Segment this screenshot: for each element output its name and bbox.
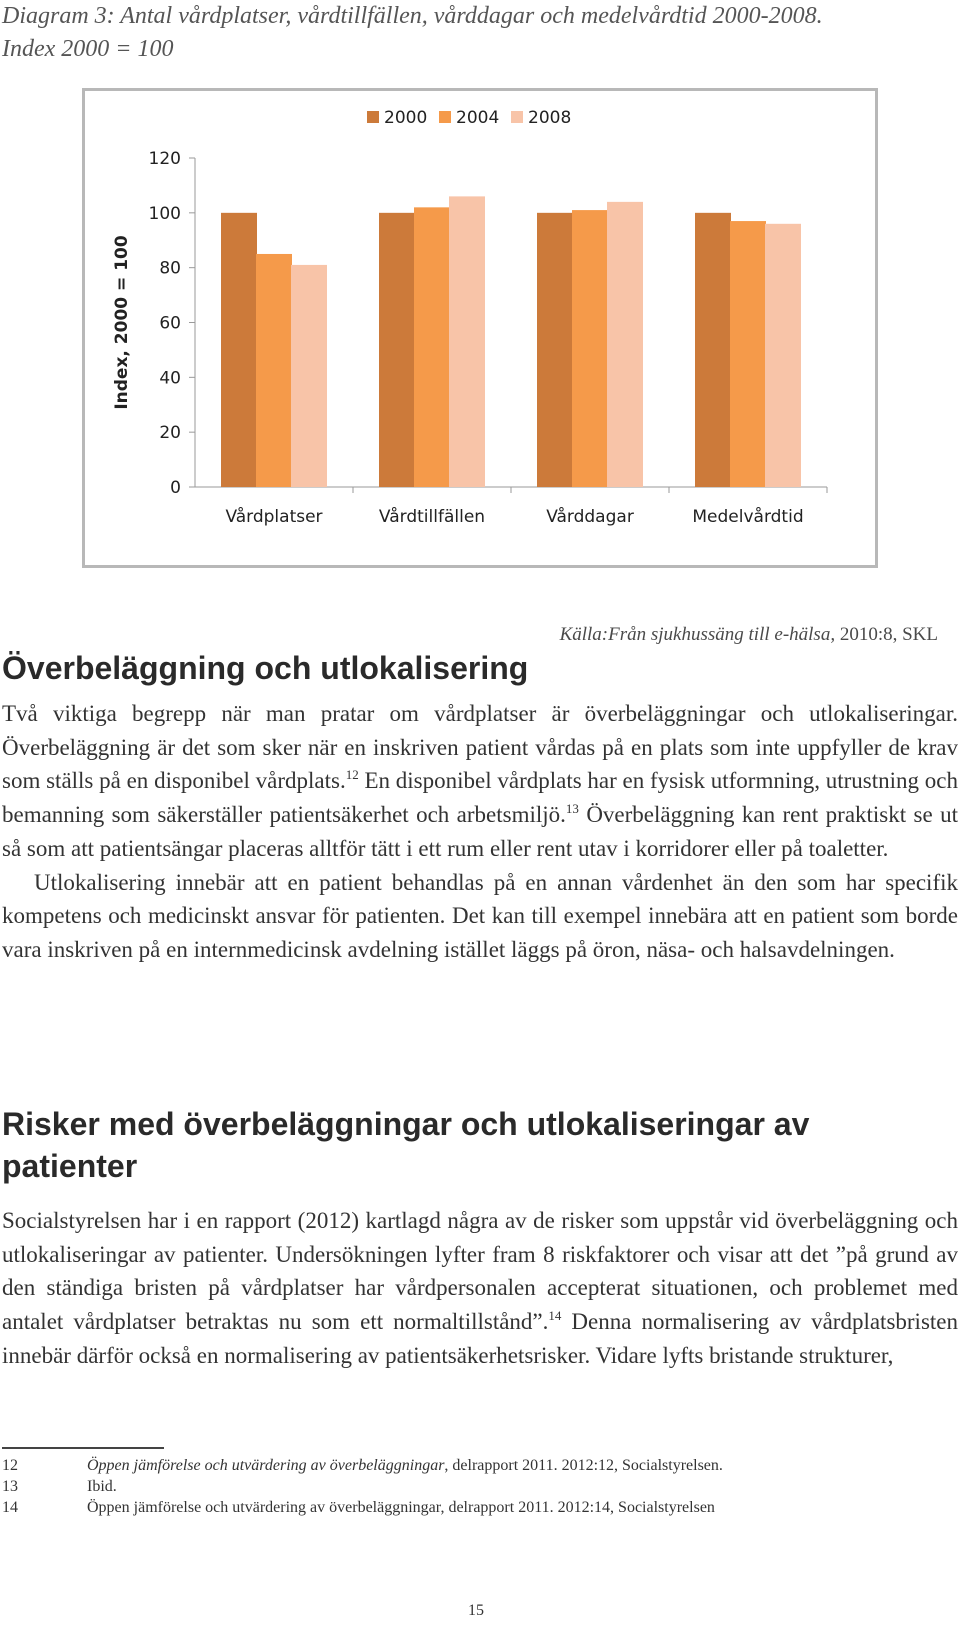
source-title: Källa:Från sjukhussäng till e-hälsa, [559, 624, 836, 645]
y-tick-label: 20 [159, 423, 181, 444]
body-text-section-2 [2, 1204, 958, 1373]
bar-2004-1 [414, 207, 450, 487]
footnote-text: Öppen jämförelse och utvärdering av överbeläggningar, delrapport 2011. 2012:14, Socialstyrelsen [87, 1499, 715, 1516]
footnote-divider [2, 1447, 164, 1449]
y-tick-label: 100 [148, 203, 181, 224]
bar-2000-1 [379, 213, 415, 487]
footnote-ref-14: 14 [548, 1308, 562, 1324]
y-tick-label: 0 [170, 478, 181, 498]
paragraph-1a: Två viktiga begrepp när man pratar om vårdplatser är överbeläggningar och utlokaliseringar. Överbeläggning är det som sker när en inskriven patient vårdas på en plats som inte uppfyller de krav som ställs på en disponibel vårdplats. [2, 701, 958, 794]
bar-2008-3 [765, 224, 801, 487]
paragraph-3b: Denna normalisering av vårdplatsbristen innebär därför också en normalisering av patientsäkerhetsrisker. Vidare lyfts bristande strukturer, [2, 1309, 958, 1368]
legend-swatch-2008 [511, 111, 523, 123]
paragraph-1c: Överbeläggning kan rent praktiskt se ut så som att patientsängar placeras alltför tätt i ett rum eller rent utav i korridorer eller på toaletter. [2, 802, 958, 861]
bar-2008-2 [607, 202, 643, 487]
section-heading-overbelaggning: Överbeläggning och utlokalisering [2, 650, 529, 686]
legend-swatch-2000 [367, 111, 379, 123]
x-tick-label: Vårdplatser [225, 507, 323, 527]
figure-caption [2, 0, 942, 66]
paragraph-3a: Socialstyrelsen har i en rapport (2012) kartlagd några av de risker som uppstår vid överbeläggning och utlokaliseringar av patienter. Undersökningen lyfter fram 8 riskfaktorer och visar att det ”på grund av den ständiga bristen på vårdplatser har vårdpersonalen accepterat situationen, och problemet med antalet vårdplatser betraktas nu som ett normaltillstånd”. [2, 1208, 958, 1335]
footnote-ref-13: 13 [565, 801, 579, 817]
y-axis-title: Index, 2000 = 100 [112, 235, 132, 410]
bar-2004-0 [256, 254, 292, 487]
bar-2008-0 [291, 265, 327, 487]
bar-2000-3 [695, 213, 731, 487]
footnote-number: 14 [2, 1499, 18, 1516]
x-tick-label: Vårdtillfällen [378, 507, 486, 527]
footnote-number: 13 [2, 1478, 18, 1495]
y-tick-label: 60 [159, 313, 181, 334]
bar-chart-svg [85, 91, 875, 565]
bar-2004-2 [572, 210, 608, 487]
legend-swatch-2004 [439, 111, 451, 123]
legend-label-2008: 2008 [528, 108, 572, 128]
footnote-ref: , delrapport 2011. 2012:12, Socialstyrelsen. [444, 1457, 723, 1474]
body-text-section-1 [2, 697, 958, 967]
y-tick-label: 80 [159, 258, 181, 279]
y-tick-label: 40 [159, 368, 181, 389]
paragraph-1b: En disponibel vårdplats har en fysisk utformning, utrustning och bemanning som säkerställer patientsäkerhet och arbetsmiljö. [2, 768, 958, 828]
x-tick-label: Medelvårdtid [692, 507, 804, 527]
bar-2008-1 [449, 196, 485, 487]
caption-line-2: Index 2000 = 100 [2, 36, 174, 62]
footnote-ref-12: 12 [345, 767, 359, 783]
bar-2000-0 [221, 213, 257, 487]
source-ref: 2010:8, SKL [835, 624, 938, 645]
footnote-text: Ibid. [87, 1478, 117, 1495]
caption-line-1: Diagram 3: Antal vårdplatser, vårdtillfällen, vårddagar och medelvårdtid 2000-2008. [2, 3, 823, 29]
legend-label-2004: 2004 [456, 108, 500, 128]
paragraph-2: Utlokalisering innebär att en patient behandlas på en annan vårdenhet än den som har specifik kompetens och medicinskt ansvar för patienten. Det kan till exempel innebära att en patient som borde vara inskriven på en internmedicinsk avdelning istället läggs på öron, näsa- och halsavdelningen. [2, 869, 958, 962]
footnote-number: 12 [2, 1457, 18, 1474]
footnote-title: Öppen jämförelse och utvärdering av överbeläggningar [87, 1457, 445, 1474]
chart-source [560, 624, 938, 646]
section-heading-risker: Risker med överbeläggningar och utlokaliseringar av patienter [2, 1106, 810, 1184]
page-number: 15 [468, 1602, 484, 1619]
bar-chart [82, 88, 878, 568]
y-tick-label: 120 [148, 149, 181, 169]
legend-label-2000: 2000 [384, 108, 428, 128]
x-tick-label: Vårddagar [546, 507, 634, 527]
bar-2000-2 [537, 213, 573, 487]
footnote-text [87, 1455, 723, 1476]
bar-2004-3 [730, 221, 766, 487]
